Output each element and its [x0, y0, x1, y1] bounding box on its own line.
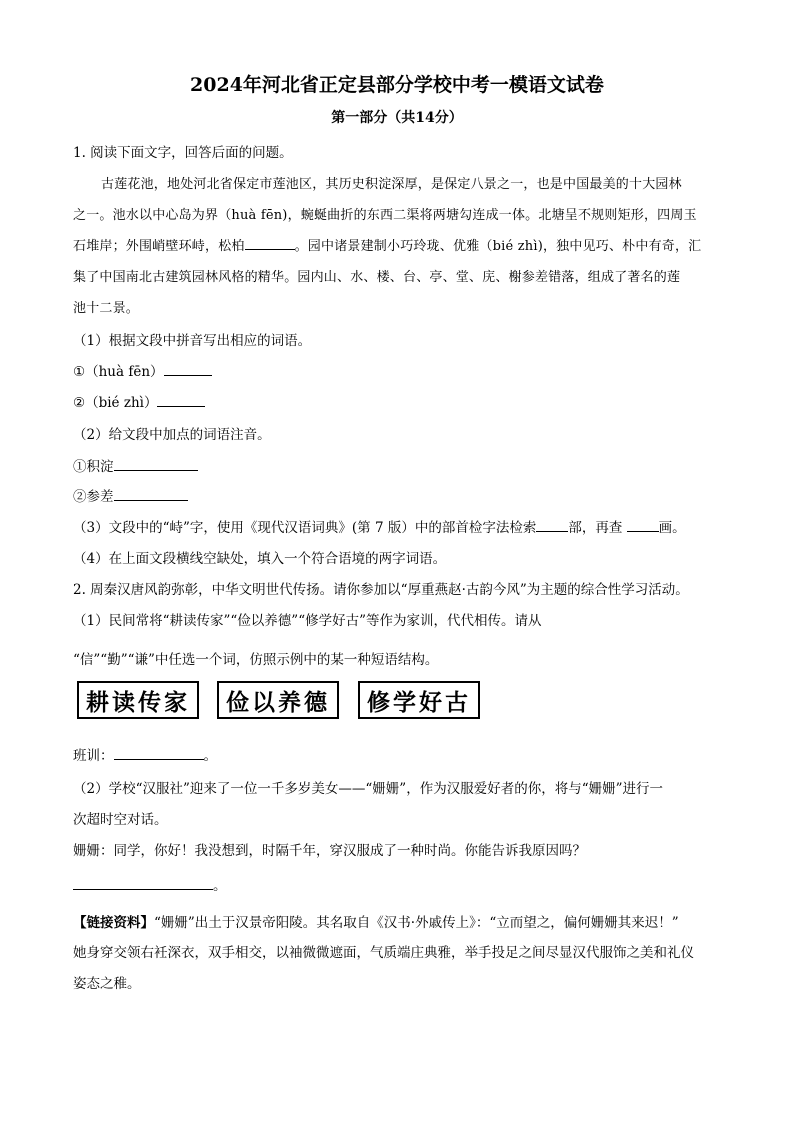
q1-sub3-part-c: 画。: [658, 520, 686, 536]
answer-blank-strokes[interactable]: [627, 519, 659, 532]
q2-sub2-line-2: 次超时空对话。: [73, 812, 168, 828]
example-box-2: [217, 681, 339, 719]
q2-sub1-line-2-a: “信”“勤”“谦”中任选一个词，仿照示例中的: [73, 652, 331, 668]
q1-sub1-b: [73, 391, 205, 411]
q1-sub4: （4）在上面文段横线空缺处，填入一个符合语境的两字词语。: [73, 551, 447, 567]
q1-sub2-b: [73, 485, 188, 505]
q1-sub1-a-label: ①（huà fēn）: [73, 364, 164, 380]
example-box-3: [358, 681, 480, 719]
q1-sub3: [73, 516, 686, 536]
q1-sub3-part-a: （3）文段中的“峙”字，使用《现代汉语词典》(第 7 版）中的部首检字法检索: [73, 520, 537, 536]
answer-blank-cenci[interactable]: [114, 488, 188, 501]
example-box-3-text: 修学好古: [367, 689, 471, 716]
answer-blank-huafen[interactable]: [164, 363, 212, 376]
passage-line-3: [73, 235, 701, 254]
passage-line-2: 之一。池水以中心岛为界（huà fēn)，蜿蜒曲折的东西二渠将两塘勾连成一体。北塘呈不规则矩形，四周玉: [73, 208, 697, 223]
answer-blank-biezhi[interactable]: [157, 394, 205, 407]
q2-sub1-line-2: [73, 648, 438, 668]
dialog-line: 姗姗：同学，你好！我没想到，时隔千年，穿汉服成了一种时尚。你能告诉我原因吗？: [73, 843, 586, 859]
q1-sub2-a: [73, 455, 198, 475]
passage-line-4: 集了中国南北古建筑园林风格的精华。园内山、水、楼、台、亭、堂、庑、榭参差错落，组成了著名的莲: [73, 270, 681, 285]
q2-sub1-line-2-b: 某一种短语结构。: [330, 652, 439, 668]
dialog-answer-period: 。: [213, 878, 227, 894]
passage-fill-blank[interactable]: [245, 237, 295, 250]
link-material-line-1: [73, 911, 679, 931]
link-material-line-2: 她身穿交领右衽深衣，双手相交，以袖微微遮面，气质端庄典雅，举手投足之间尽显汉代服饰之美和礼仪: [73, 945, 694, 961]
answer-blank-banxun[interactable]: [114, 747, 204, 760]
ban-xun-line: [73, 744, 217, 764]
passage-line-1: 古莲花池，地处河北省保定市莲池区，其历史积淀深厚，是保定八景之一，也是中国最美的十大园林: [101, 177, 682, 192]
q1-sub2: （2）给文段中加点的词语注音。: [73, 427, 271, 443]
exam-title: 2024年河北省正定县部分学校中考一模语文试卷: [190, 74, 604, 96]
q1-sub2-a-label: ①积淀: [73, 459, 114, 475]
passage-line-3-end: 。园中诸景建制小巧玲珑、优雅（bié zhì)，独中见巧、朴中有奇，汇: [294, 239, 702, 254]
answer-blank-jidian[interactable]: [114, 458, 198, 471]
passage-line-3-start: 石堆岸；外围峭壁环峙，松柏: [73, 239, 245, 254]
link-material-label: 【链接资料】: [73, 915, 154, 931]
q2-sub1-line-1: （1）民间常将“耕读传家”“俭以养德”“修学好古”等作为家训，代代相传。请从: [73, 613, 542, 629]
q1-sub2-b-label: ②参差: [73, 489, 114, 505]
part-heading: 第一部分（共14分）: [331, 110, 463, 126]
link-material-text-1: “姗姗”出土于汉景帝阳陵。其名取自《汉书·外戚传上》：“立而望之，偏何姗姗其来迟！”: [154, 915, 679, 931]
dialog-answer-line: [73, 874, 227, 894]
q1-sub1: （1）根据文段中拼音写出相应的词语。: [73, 333, 312, 349]
example-box-1-text: 耕读传家: [86, 689, 190, 716]
passage-line-5: 池十二景。: [73, 301, 140, 316]
q1-sub3-part-b: 部，再查: [568, 520, 623, 536]
example-box-2-text: 俭以养德: [226, 689, 330, 716]
answer-blank-dialog[interactable]: [73, 877, 213, 890]
q1-sub1-a: [73, 360, 212, 380]
example-box-1: [77, 681, 199, 719]
link-material-line-3: 姿态之稚。: [73, 976, 141, 992]
ban-xun-period: 。: [203, 748, 217, 764]
question-1-stem: 1. 阅读下面文字，回答后面的问题。: [73, 145, 293, 161]
answer-blank-radical[interactable]: [536, 519, 568, 532]
q2-sub2-line-1: （2）学校“汉服社”迎来了一位一千多岁美女——“姗姗”，作为汉服爱好者的你，将与“姗姗”进行一: [73, 781, 663, 797]
q1-sub1-b-label: ②（bié zhì）: [73, 395, 158, 411]
question-2-stem: 2. 周秦汉唐风韵弥彰，中华文明世代传扬。请你参加以“厚重燕赵·古韵今风”为主题的综合性学习活动。: [73, 582, 689, 598]
ban-xun-label: 班训：: [73, 748, 114, 764]
